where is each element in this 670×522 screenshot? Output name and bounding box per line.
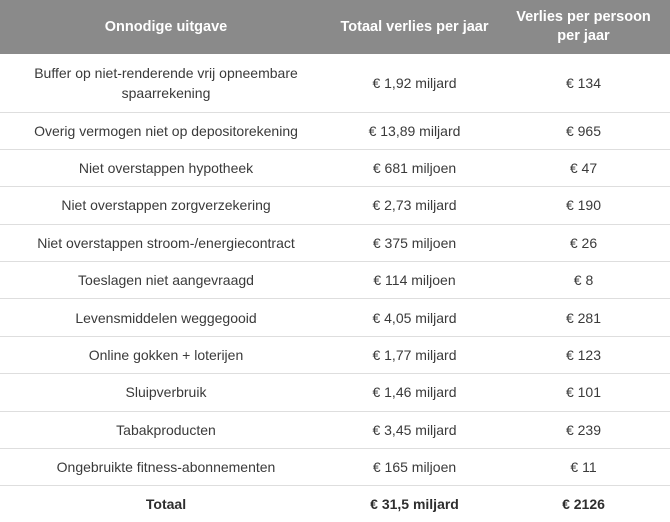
table-header-row bbox=[0, 0, 670, 54]
cell-expense: Online gokken + loterijen bbox=[88, 347, 244, 364]
cell-total-loss: € 13,89 miljard bbox=[368, 122, 461, 139]
cell-loss-per-person: € 8 bbox=[573, 272, 594, 289]
cell-expense: Levensmiddelen weggegooid bbox=[75, 309, 257, 326]
cell-loss-per-person: € 965 bbox=[565, 122, 602, 139]
cell-expense: Ongebruikte fitness-abonnementen bbox=[56, 459, 276, 476]
cell-expense: Niet overstappen stroom-/energiecontract bbox=[37, 234, 295, 251]
total-label: Totaal bbox=[145, 496, 187, 513]
table-row bbox=[0, 299, 670, 336]
cell-loss-per-person: € 123 bbox=[565, 347, 602, 364]
cell-total-loss: € 1,92 miljard bbox=[372, 74, 457, 91]
header-expense: Onnodige uitgave bbox=[104, 18, 228, 35]
total-per-person-value: € 2126 bbox=[562, 496, 605, 513]
cell-loss-per-person: € 26 bbox=[569, 234, 598, 251]
cell-loss-per-person: € 11 bbox=[570, 459, 597, 476]
table-row bbox=[0, 449, 670, 486]
cell-loss-per-person: € 101 bbox=[565, 384, 602, 401]
cell-total-loss: € 3,45 miljard bbox=[372, 421, 457, 438]
table-row bbox=[0, 411, 670, 448]
cell-total-loss: € 2,73 miljard bbox=[372, 197, 457, 214]
table-row bbox=[0, 262, 670, 299]
cell-loss-per-person: € 134 bbox=[565, 74, 602, 91]
cell-loss-per-person: € 190 bbox=[565, 197, 602, 214]
cell-total-loss: € 114 miljoen bbox=[373, 272, 456, 289]
table-row bbox=[0, 224, 670, 261]
cell-expense: Buffer op niet-renderende vrij opneembare spaarrekening bbox=[34, 64, 298, 101]
cell-total-loss: € 1,77 miljard bbox=[372, 347, 457, 364]
table-row bbox=[0, 54, 670, 112]
cell-expense: Niet overstappen zorgverzekering bbox=[61, 197, 271, 214]
total-row bbox=[0, 486, 670, 522]
cell-loss-per-person: € 47 bbox=[569, 160, 598, 177]
cell-total-loss: € 4,05 miljard bbox=[372, 309, 457, 326]
total-loss-value: € 31,5 miljard bbox=[370, 496, 459, 513]
table-row bbox=[0, 336, 670, 373]
table-row bbox=[0, 187, 670, 224]
cell-expense: Toeslagen niet aangevraagd bbox=[78, 272, 254, 289]
cell-loss-per-person: € 281 bbox=[565, 309, 602, 326]
cell-expense: Sluipverbruik bbox=[125, 384, 207, 401]
cell-total-loss: € 1,46 miljard bbox=[372, 384, 457, 401]
table-row bbox=[0, 149, 670, 186]
table-row bbox=[0, 112, 670, 149]
cell-expense: Tabakproducten bbox=[116, 421, 216, 438]
cell-expense: Overig vermogen niet op depositorekening bbox=[34, 122, 298, 139]
header-total-loss: Totaal verlies per jaar bbox=[340, 18, 489, 35]
table-row bbox=[0, 374, 670, 411]
cell-total-loss: € 165 miljoen bbox=[372, 459, 457, 476]
cell-total-loss: € 681 miljoen bbox=[372, 160, 457, 177]
cell-expense: Niet overstappen hypotheek bbox=[78, 160, 254, 177]
cell-loss-per-person: € 239 bbox=[565, 421, 602, 438]
cell-total-loss: € 375 miljoen bbox=[372, 234, 457, 251]
header-loss-per-person: Verlies per persoon per jaar bbox=[516, 9, 651, 44]
